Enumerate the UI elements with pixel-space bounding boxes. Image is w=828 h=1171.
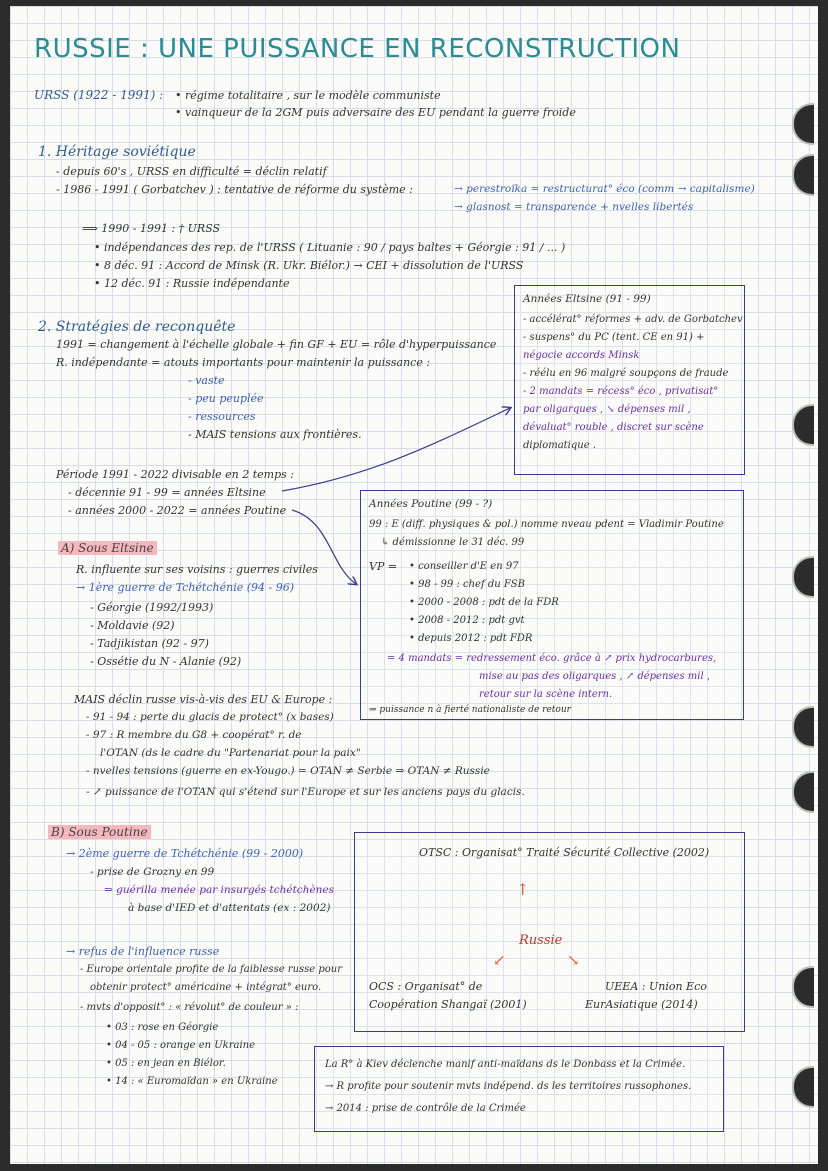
box-line: diplomatique . [523, 440, 596, 451]
text-line: - 91 - 94 : perte du glacis de protect° (x bases) [86, 711, 334, 723]
bullet: • 8 déc. 91 : Accord de Minsk (R. Ukr. Biélor.) → CEI + dissolution de l'URSS [94, 259, 524, 272]
text-line: - depuis 60's , URSS en difficulté = déclin relatif [56, 165, 327, 178]
text-line: - années 2000 - 2022 = années Poutine [68, 504, 287, 517]
text-line: - ↗ puissance de l'OTAN qui s'étend sur l'Europe et sur les anciens pays du glacis. [86, 786, 525, 798]
bullet: • indépendances des rep. de l'URSS ( Lituanie : 90 / pays baltes + Géorgie : 91 / ... ) [94, 241, 566, 254]
intro-label: URSS (1922 - 1991) : [34, 88, 164, 102]
box-title: Années Eltsine (91 - 99) [523, 293, 651, 305]
section-heading: 2. Stratégies de reconquête [38, 319, 236, 335]
box-line: 99 : E (diff. physiques & pol.) nomme nveau pdent = Vladimir Poutine [369, 519, 724, 530]
text-line: → 1ère guerre de Tchétchénie (94 - 96) [76, 581, 295, 594]
box-line: → 2014 : prise de contrôle de la Crimée [325, 1103, 526, 1114]
box-line: OCS : Organisat° de [369, 980, 483, 993]
section-heading: 1. Héritage soviétique [38, 144, 196, 160]
text-line: - nvelles tensions (guerre en ex-Yougo.) = OTAN ≠ Serbie ⇒ OTAN ≠ Russie [86, 765, 490, 777]
text-line: - 97 : R membre du G8 + coopérat° r. de [86, 729, 302, 741]
text-line: ⇒ guérilla menée par insurgés tchétchènes [104, 884, 335, 896]
subsection-heading: A) Sous Eltsine [58, 541, 157, 555]
text-line: 1991 = changement à l'échelle globale + fin GF + EU = rôle d'hyperpuissance [56, 338, 497, 351]
box-title: Années Poutine (99 - ?) [369, 498, 493, 510]
subsection-heading: B) Sous Poutine [48, 825, 151, 839]
list-item: - Géorgie (1992/1993) [90, 601, 214, 614]
arrow-down-right-icon: ↘ [567, 951, 580, 969]
notebook-page [10, 6, 818, 1164]
box-line: • conseiller d'E en 97 [409, 561, 519, 572]
arrow-eltsine [282, 408, 510, 491]
list-item: • 14 : « Euromaïdan » en Ukraine [106, 1076, 278, 1087]
text-line: l'OTAN (ds le cadre du "Partenariat pour la paix" [100, 747, 361, 759]
list-item: - ressources [188, 410, 256, 423]
list-item: • 04 - 05 : orange en Ukraine [106, 1040, 256, 1051]
box-line: La R° à Kiev déclenche manif anti-maïdans ds le Donbass et la Crimée. [325, 1059, 686, 1070]
binder-hole [792, 404, 814, 446]
bullet: • 12 déc. 91 : Russie indépendante [94, 277, 290, 290]
list-item: - peu peuplée [188, 392, 264, 405]
box-line: - réélu en 96 malgré soupçons de fraude [523, 368, 729, 379]
box-line: • 98 - 99 : chef du FSB [409, 579, 525, 590]
list-item: - Tadjikistan (92 - 97) [90, 637, 209, 650]
box-line: = 4 mandats = redressement éco. grâce à ↗ prix hydrocarbures, [387, 653, 717, 664]
box-line: OTSC : Organisat° Traité Sécurité Collective (2002) [419, 846, 710, 859]
text-line: R. influente sur ses voisins : guerres civiles [76, 563, 318, 576]
list-item: • 05 : en jean en Biélor. [106, 1058, 226, 1069]
box-line: par oligarques , ↘ dépenses mil , [523, 404, 691, 415]
box-line: dévaluat° rouble , discret sur scène [523, 422, 704, 433]
list-item: - vaste [188, 374, 225, 387]
intro-line: • vainqueur de la 2GM puis adversaire des EU pendant la guerre froide [175, 106, 576, 119]
box-line: ↳ démissionne le 31 déc. 99 [381, 537, 525, 548]
text-line: ⟹ 1990 - 1991 : † URSS [82, 222, 221, 235]
text-line: - prise de Grozny en 99 [90, 866, 215, 878]
page-title: RUSSIE : UNE PUISSANCE EN RECONSTRUCTION [34, 34, 681, 64]
binder-hole [792, 556, 814, 598]
kiev-box [314, 1046, 724, 1132]
box-line: négocie accords Minsk [523, 350, 640, 361]
text-line: → refus de l'influence russe [66, 945, 220, 958]
text-line: - mvts d'opposit° : « révolut° de couleur » : [80, 1002, 299, 1013]
box-line: • 2000 - 2008 : pdt de la FDR [409, 597, 559, 608]
box-line: mise au pas des oligarques , ↗ dépenses mil , [479, 671, 711, 682]
list-item: - Moldavie (92) [90, 619, 175, 632]
text-line: à base d'IED et d'attentats (ex : 2002) [128, 902, 331, 914]
box-line: EurAsiatique (2014) [585, 998, 698, 1011]
arrow-down-left-icon: ↙ [493, 951, 506, 969]
text-line: - Europe orientale profite de la faiblesse russe pour [80, 964, 343, 975]
box-line: ⇒ puissance n à fierté nationaliste de retour [369, 705, 571, 715]
box-line: - 2 mandats = récess° éco , privatisat° [523, 386, 719, 397]
intro-line: • régime totalitaire , sur le modèle communiste [175, 89, 441, 102]
text-line: → 2ème guerre de Tchétchénie (99 - 2000) [66, 847, 304, 860]
list-item: - MAIS tensions aux frontières. [188, 428, 362, 441]
box-line: - accélérat° réformes + adv. de Gorbatchev [523, 314, 743, 325]
text-line: MAIS déclin russe vis-à-vis des EU & Europe : [74, 693, 333, 706]
list-item: - Ossétie du N - Alanie (92) [90, 655, 242, 668]
binder-hole [792, 103, 814, 145]
eltsine-box [514, 285, 745, 475]
box-line: UEEA : Union Eco [605, 980, 707, 993]
text-line: → glasnost = transparence + nvelles libertés [454, 201, 694, 213]
binder-hole [792, 706, 814, 748]
text-line: Période 1991 - 2022 divisable en 2 temps : [56, 468, 294, 481]
list-item: • 03 : rose en Géorgie [106, 1022, 219, 1033]
box-line: Coopération Shangaï (2001) [369, 998, 527, 1011]
text-line: - décennie 91 - 99 = années Eltsine [68, 486, 266, 499]
text-line: R. indépendante = atouts importants pour maintenir la puissance : [56, 356, 431, 369]
box-line: • 2008 - 2012 : pdt gvt [409, 615, 525, 626]
alliance-box [354, 832, 745, 1032]
text-line: - 1986 - 1991 ( Gorbatchev ) : tentative de réforme du système : [56, 183, 413, 196]
box-line: retour sur la scène intern. [479, 689, 613, 700]
box-line: - suspens° du PC (tent. CE en 91) + [523, 332, 705, 343]
binder-hole [792, 966, 814, 1008]
binder-hole [792, 154, 814, 196]
text-line: obtenir protect° américaine + intégrat° euro. [90, 982, 322, 993]
text-line: → perestroïka = restructurat° éco (comm → capitalisme) [454, 183, 755, 195]
box-line: → R profite pour soutenir mvts indépend. ds les territoires russophones. [325, 1081, 692, 1092]
binder-hole [792, 1066, 814, 1108]
poutine-box [360, 490, 744, 720]
arrow-up-icon: ↑ [516, 880, 530, 899]
box-line: • depuis 2012 : pdt FDR [409, 633, 533, 644]
binder-hole [792, 771, 814, 813]
russia-label: Russie [519, 933, 563, 948]
box-line: VP = [369, 560, 398, 573]
